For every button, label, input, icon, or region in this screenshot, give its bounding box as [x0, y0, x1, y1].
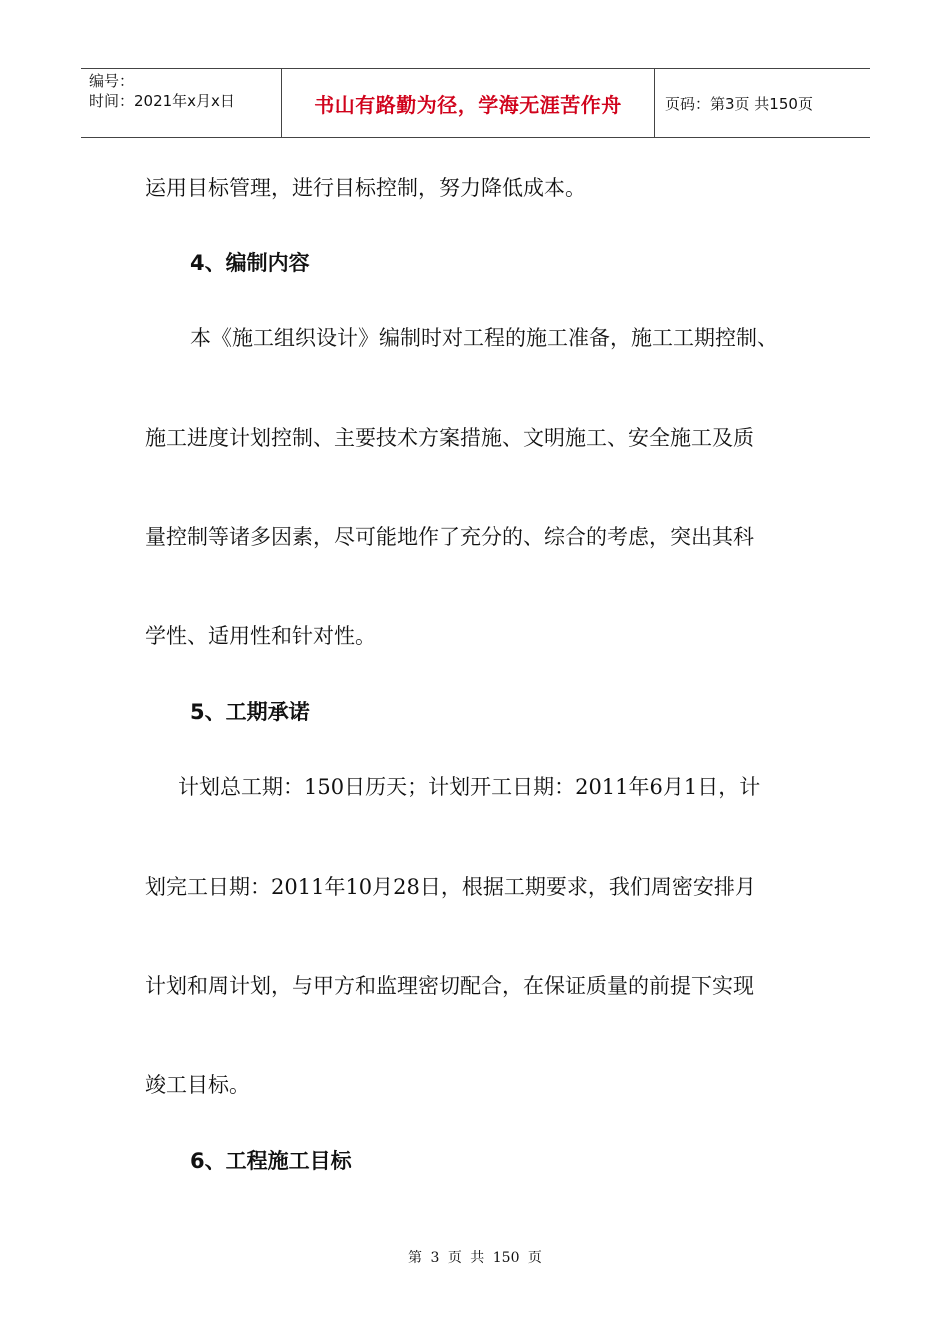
section-4-line-4: 学性、适用性和针对性。	[145, 624, 376, 648]
section-4-line-2: 施工进度计划控制、主要技术方案措施、文明施工、安全施工及质	[145, 426, 754, 450]
section-5-line-4: 竣工目标。	[145, 1073, 250, 1097]
document-time-label: 时间：2021年x月x日	[89, 92, 235, 110]
header-page-info: 页码：第3页 共150页	[665, 94, 813, 113]
document-number-label: 编号：	[89, 72, 135, 90]
section-heading-5: 5、工期承诺	[190, 700, 310, 724]
section-5-line-2: 划完工日期：2011年10月28日，根据工期要求，我们周密安排月	[145, 875, 756, 899]
section-heading-4: 4、编制内容	[190, 251, 310, 275]
page-header	[81, 68, 870, 138]
header-motto: 书山有路勤为径，学海无涯苦作舟	[282, 69, 655, 137]
section-heading-6: 6、工程施工目标	[190, 1149, 352, 1173]
section-5-line-1: 计划总工期：150日历天；计划开工日期：2011年6月1日，计	[178, 775, 761, 799]
page-footer: 第 3 页 共 150 页	[408, 1250, 542, 1266]
body-line-1: 运用目标管理，进行目标控制，努力降低成本。	[145, 176, 586, 200]
section-4-line-1: 本《施工组织设计》编制时对工程的施工准备，施工工期控制、	[190, 326, 778, 350]
section-4-line-3: 量控制等诸多因素，尽可能地作了充分的、综合的考虑，突出其科	[145, 525, 754, 549]
section-5-line-3: 计划和周计划，与甲方和监理密切配合，在保证质量的前提下实现	[145, 974, 754, 998]
header-meta	[81, 69, 282, 137]
